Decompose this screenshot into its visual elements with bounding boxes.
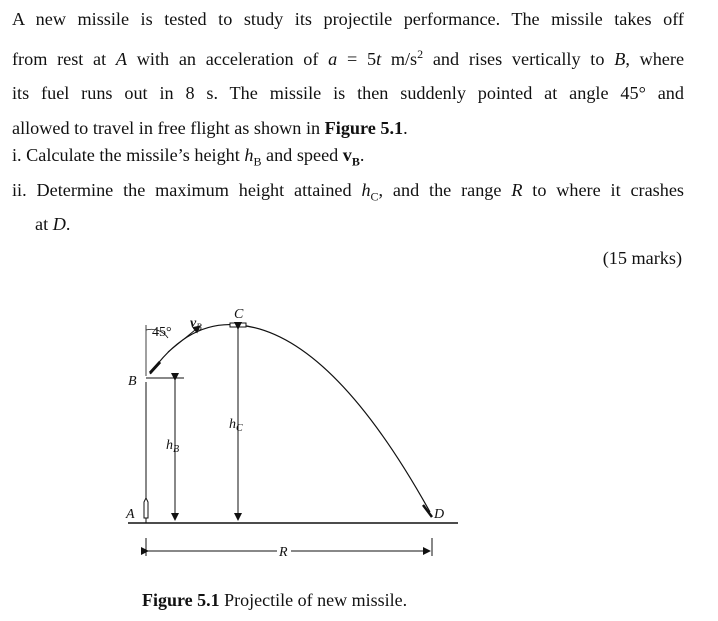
hc-label: $h_C$	[229, 417, 243, 434]
hb-label: $h_B$	[166, 438, 180, 455]
question-item-1: i. Calculate the missile’s height $h_B$ and speed $v_B$.	[12, 145, 365, 169]
problem-line-2: from rest at A with an acceleration of a = 5t $m/s^2$ and rises vertically to B, where	[12, 46, 685, 69]
figure-caption: Figure 5.1 Projectile of new missile.	[142, 590, 408, 610]
missile-at-b	[150, 362, 160, 373]
question-item-2: ii. Determine the maximum height attained $h_C$, and the range R to where it crashes	[12, 180, 684, 204]
c-label: C	[234, 307, 244, 322]
vb-label: $v_B$	[190, 316, 202, 332]
b-label: B	[128, 374, 137, 389]
missile-at-a	[144, 498, 148, 518]
missile-at-c	[230, 323, 246, 327]
marks-label: (15 marks)	[602, 248, 682, 268]
problem-line-3: its fuel runs out in 8 s. The missile is then suddenly pointed at angle 45° and	[12, 83, 684, 104]
question-item-2-cont: at D.	[35, 214, 71, 234]
r-label: R	[279, 545, 288, 560]
problem-line-1: A new missile is tested to study its projectile performance. The missile takes off	[12, 9, 684, 29]
a-label: A	[126, 507, 135, 522]
angle-label: 45°	[152, 325, 172, 340]
trajectory-curve	[150, 325, 430, 512]
d-label: D	[434, 507, 445, 522]
problem-line-4: allowed to travel in free flight as shown in Figure 5.1.	[12, 117, 408, 138]
